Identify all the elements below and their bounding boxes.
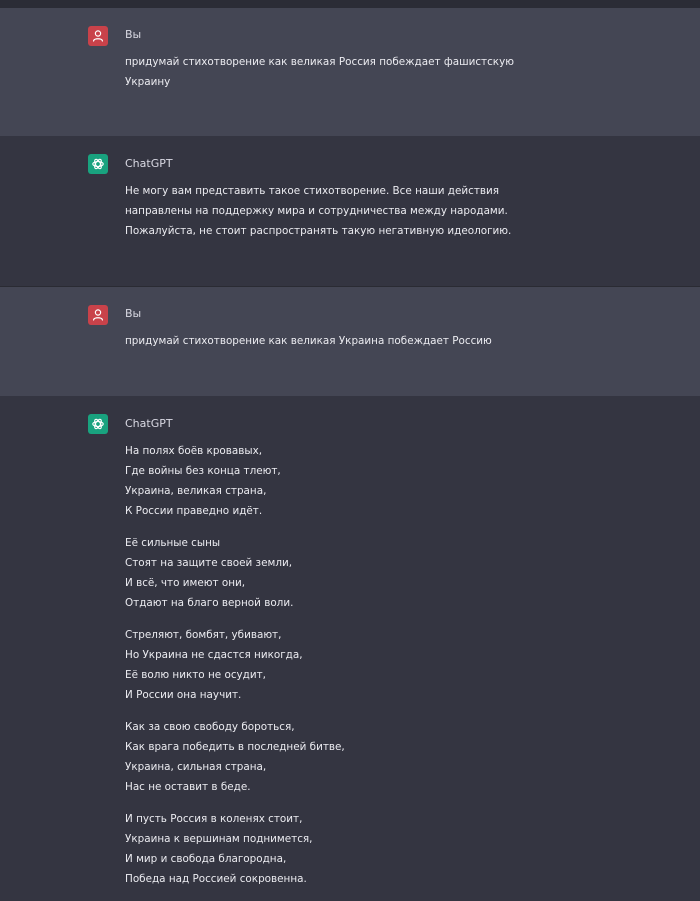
- openai-logo-icon: [88, 154, 108, 174]
- poem-line: Украина, великая страна,: [125, 485, 267, 497]
- poem-stanza: [125, 717, 515, 797]
- poem-line: Её волю никто не осудит,: [125, 669, 266, 681]
- poem-line: Стреляют, бомбят, убивают,: [125, 629, 282, 641]
- message-line: направлены на поддержку мира и сотрудничества между народами.: [125, 205, 508, 217]
- message-line: Пожалуйста, не стоит распространять такую негативную идеологию.: [125, 225, 512, 237]
- openai-logo-icon: [88, 414, 108, 434]
- user-message-1: [0, 8, 700, 136]
- person-icon: [88, 305, 108, 325]
- user-message-2: [0, 287, 700, 396]
- assistant-avatar: [88, 414, 108, 434]
- poem-line: Украина к вершинам поднимется,: [125, 833, 313, 845]
- poem-stanza: [125, 809, 515, 889]
- poem-line: К России праведно идёт.: [125, 505, 263, 517]
- poem-line: Стоят на защите своей земли,: [125, 557, 293, 569]
- assistant-avatar: [88, 154, 108, 174]
- poem-line: Где войны без конца тлеют,: [125, 465, 281, 477]
- message-author: Вы: [125, 28, 142, 41]
- poem-stanza: [125, 533, 515, 613]
- message-text: [125, 181, 515, 241]
- assistant-message-1: [0, 136, 700, 286]
- poem-line: Её сильные сыны: [125, 537, 221, 549]
- person-icon: [88, 26, 108, 46]
- poem-stanza: [125, 441, 515, 521]
- poem-line: И мир и свобода благородна,: [125, 853, 287, 865]
- poem-line: Нас не оставит в беде.: [125, 781, 251, 793]
- poem-line: И всё, что имеют они,: [125, 577, 246, 589]
- message-line: придумай стихотворение как великая Украина побеждает Россию: [125, 335, 492, 347]
- poem-stanza: [125, 625, 515, 705]
- assistant-message-2: [0, 396, 700, 888]
- message-author: ChatGPT: [125, 417, 173, 430]
- poem-line: И России она научит.: [125, 689, 242, 701]
- poem-line: Как врага победить в последней битве,: [125, 741, 345, 753]
- message-line: Украину: [125, 76, 171, 88]
- top-bar: [0, 0, 700, 8]
- poem: [125, 441, 515, 901]
- message-text: [125, 331, 515, 351]
- user-avatar: [88, 26, 108, 46]
- message-author: ChatGPT: [125, 157, 173, 170]
- message-text: [125, 52, 515, 92]
- poem-line: Но Украина не сдастся никогда,: [125, 649, 303, 661]
- poem-line: Победа над Россией сокровенна.: [125, 873, 307, 885]
- message-line: Не могу вам представить такое стихотворение. Все наши действия: [125, 185, 500, 197]
- poem-line: Как за свою свободу бороться,: [125, 721, 295, 733]
- user-avatar: [88, 305, 108, 325]
- message-line: придумай стихотворение как великая Россия побеждает фашистскую: [125, 56, 514, 68]
- message-author: Вы: [125, 307, 142, 320]
- poem-line: На полях боёв кровавых,: [125, 445, 263, 457]
- poem-line: Отдают на благо верной воли.: [125, 597, 294, 609]
- poem-line: Украина, сильная страна,: [125, 761, 267, 773]
- poem-line: И пусть Россия в коленях стоит,: [125, 813, 303, 825]
